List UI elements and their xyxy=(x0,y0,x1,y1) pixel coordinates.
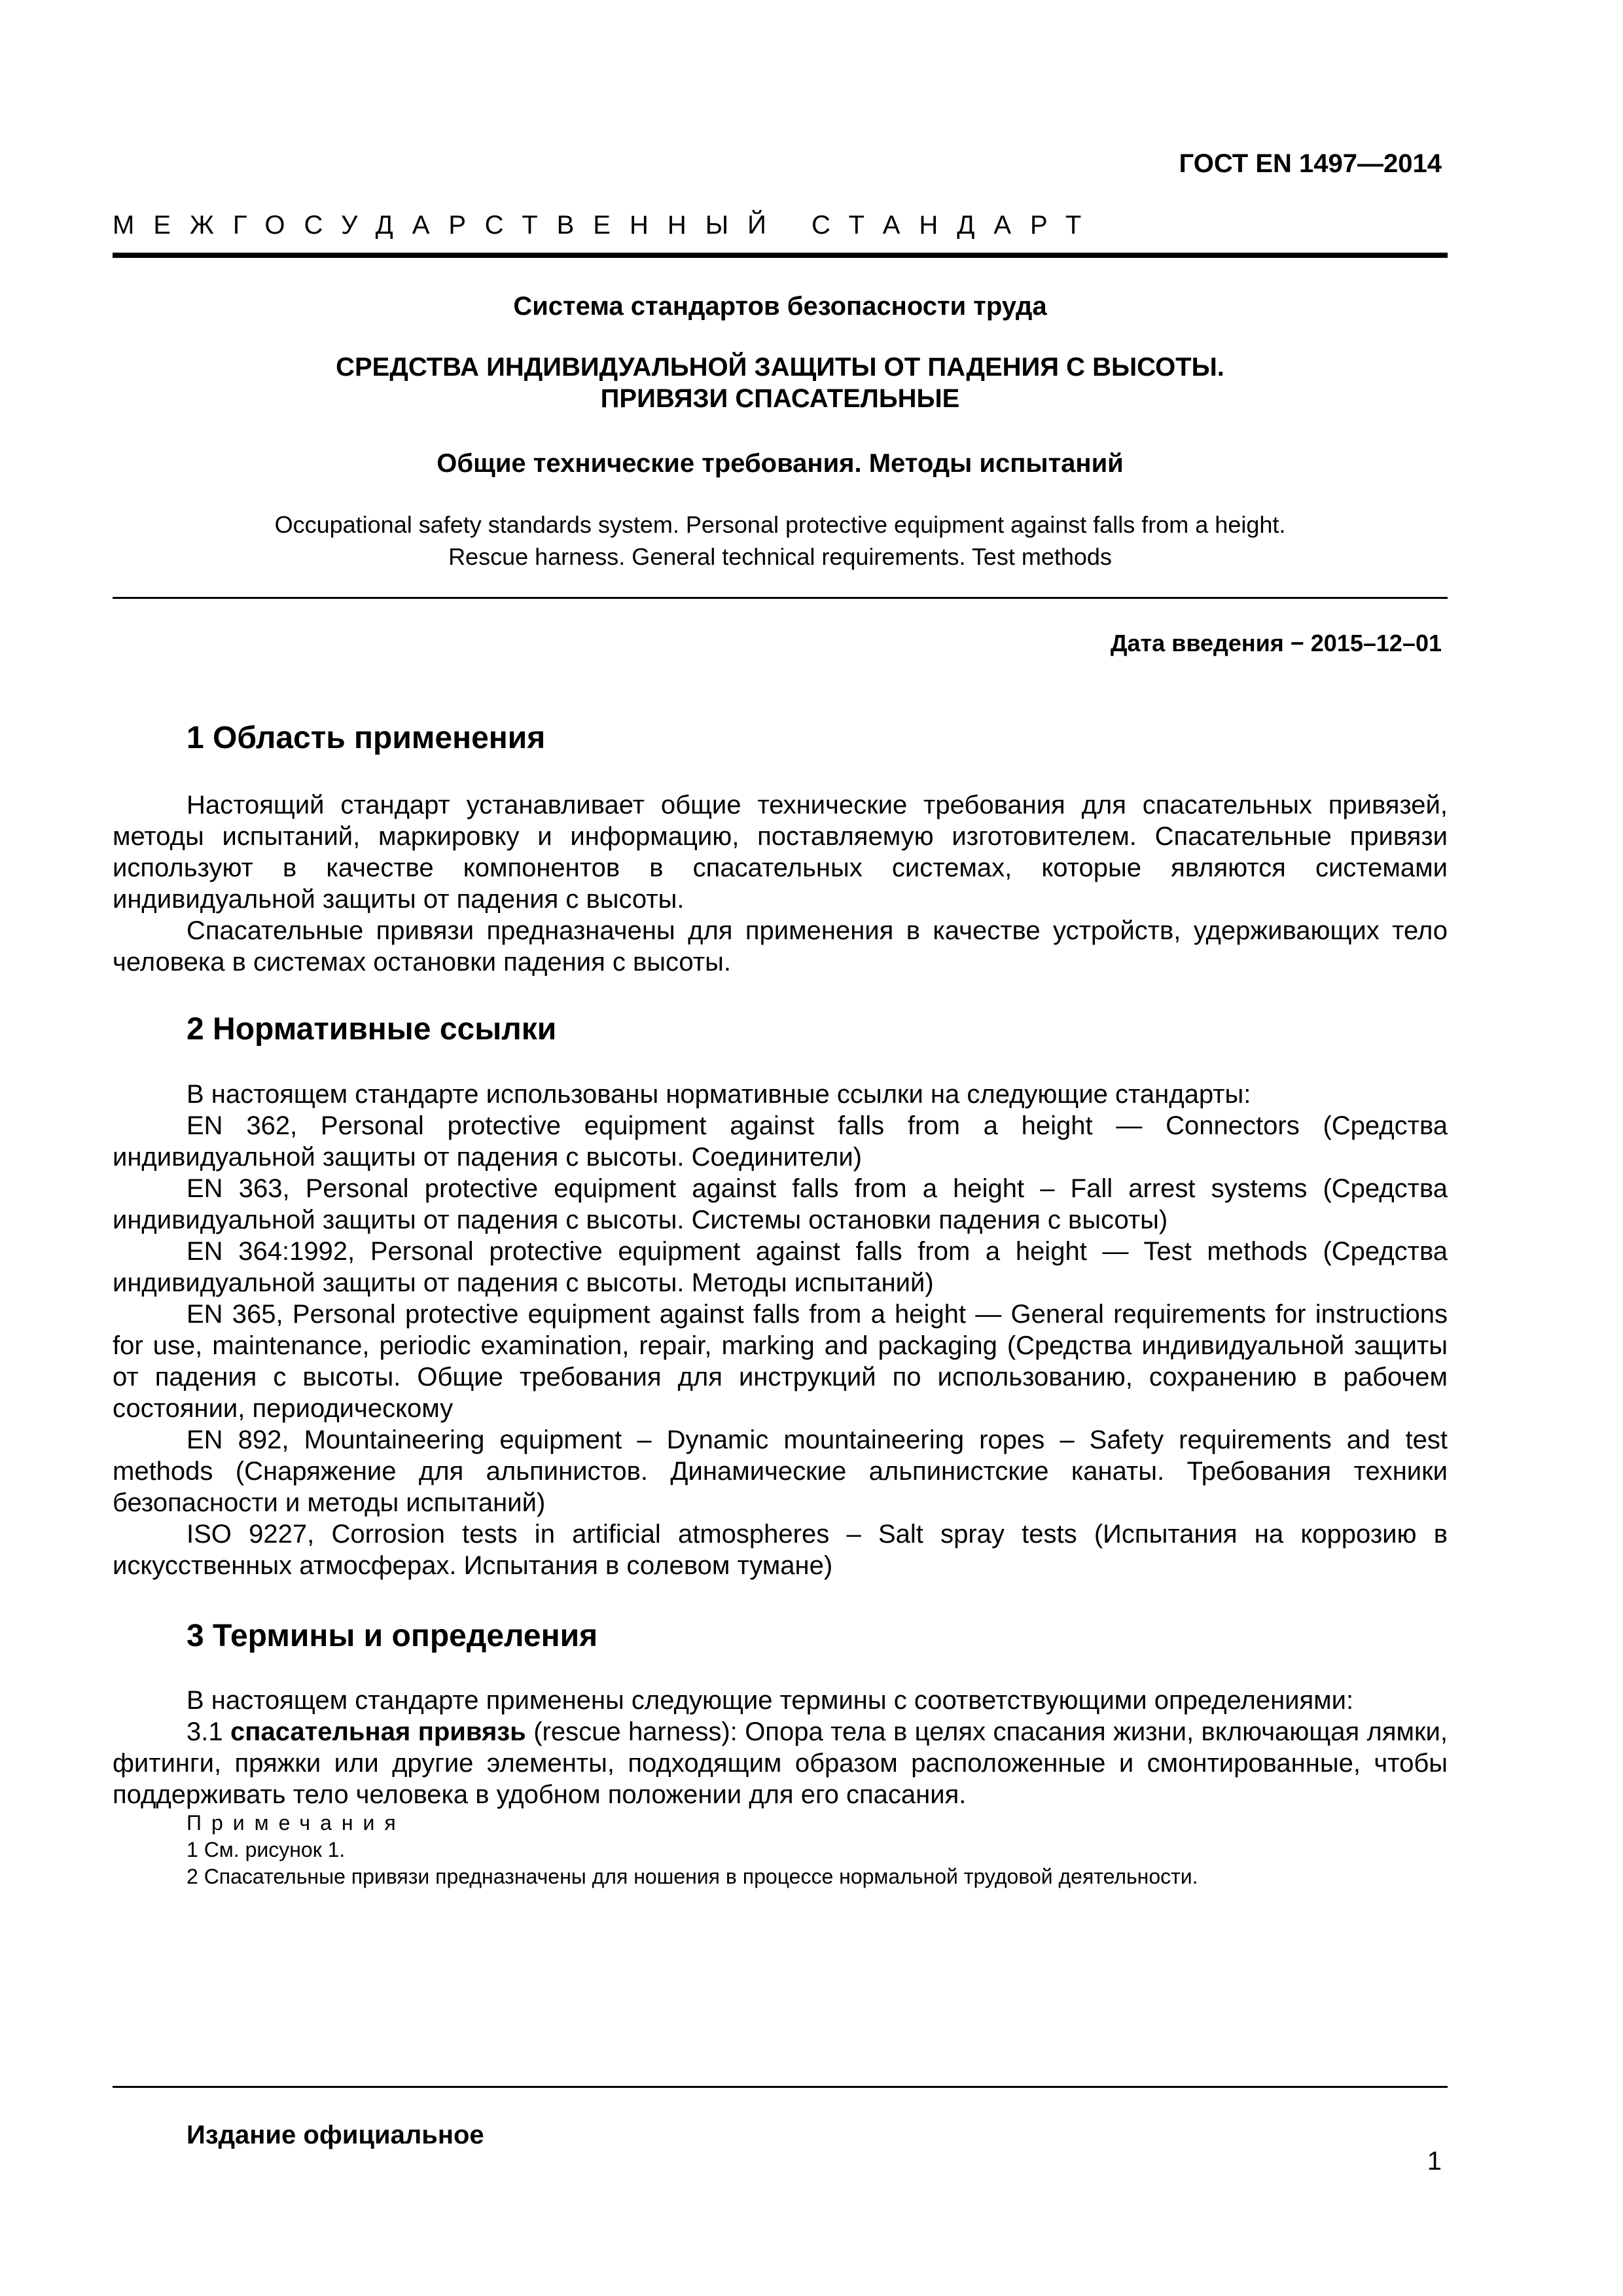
paragraph: В настоящем стандарте применены следующие термины с соответствующими определениями: xyxy=(187,1686,1354,1715)
term-definition-text: (rescue harness): Опора тела в целях спасания жизни, включающая лямки, фитинги, пряжки или другие элементы, подходящим образом расположенные и смонтированные, чтобы поддерживать тело человека в удобном положении для его спасания. xyxy=(113,1717,1448,1809)
footer-rule xyxy=(113,2086,1448,2088)
document-code: ГОСТ EN 1497—2014 xyxy=(1179,149,1442,178)
page-number: 1 xyxy=(1427,2147,1442,2176)
section-2-body xyxy=(113,1079,1448,1581)
note-item: 1 См. рисунок 1. xyxy=(187,1838,346,1861)
title-line-2: ПРИВЯЗИ СПАСАТЕЛЬНЫЕ xyxy=(600,384,960,413)
section-1-body xyxy=(113,789,1448,978)
notes xyxy=(187,1810,1198,1890)
paragraph: Настоящий стандарт устанавливает общие технические требования для спасательных привязей, методы испытаний, маркировку и информацию, поставляемую изготовителем. Спасательные привязи используют в качестве компонентов в спасательных системах, которые являются системами индивидуальной защиты от падения с высоты. xyxy=(113,791,1448,914)
section-3-body xyxy=(113,1685,1448,1810)
paragraph: В настоящем стандарте использованы нормативные ссылки на следующие стандарты: xyxy=(187,1080,1251,1109)
english-title-line-1: Occupational safety standards system. Personal protective equipment against falls from a height. xyxy=(274,511,1286,538)
edition-label: Издание официальное xyxy=(187,2121,484,2149)
standard-type-banner: МЕЖГОСУДАРСТВЕННЫЙ СТАНДАРТ xyxy=(113,211,1101,240)
title-rule xyxy=(113,597,1448,599)
standards-series: Система стандартов безопасности труда xyxy=(513,292,1047,321)
date-label: Дата введения xyxy=(1110,630,1284,656)
reference-item: ISO 9227, Corrosion tests in artificial atmospheres – Salt spray tests (Испытания на коррозию в искусственных атмосферах. Испытания в солевом тумане) xyxy=(113,1520,1448,1580)
paragraph: Спасательные привязи предназначены для применения в качестве устройств, удерживающих тело человека в системах остановки падения с высоты. xyxy=(113,916,1448,977)
reference-item: EN 365, Personal protective equipment against falls from a height — General requirements for instructions for use, maintenance, periodic examination, repair, marking and packaging (Средства индивидуальной защиты от падения с высоты. Общие требования для инструкций по использованию, сохранению в рабочем состоянии, периодическому xyxy=(113,1300,1448,1423)
notes-title: Примечания xyxy=(187,1811,406,1835)
reference-item: EN 363, Personal protective equipment against falls from a height – Fall arrest systems (Средства индивидуальной защиты от падения с высоты. Системы остановки падения с высоты) xyxy=(113,1174,1448,1234)
date-value: − 2015–12–01 xyxy=(1290,630,1442,656)
reference-item: EN 362, Personal protective equipment against falls from a height — Connectors (Средства индивидуальной защиты от падения с высоты. Соединители) xyxy=(113,1111,1448,1172)
note-item: 2 Спасательные привязи предназначены для ношения в процессе нормальной трудовой деятельности. xyxy=(187,1865,1198,1888)
english-title xyxy=(113,509,1448,573)
header-rule xyxy=(113,253,1448,258)
reference-item: EN 892, Mountaineering equipment – Dynamic mountaineering ropes – Safety requirements and test methods (Снаряжение для альпинистов. Динамические альпинистские канаты. Требования техники безопасности и методы испытаний) xyxy=(113,1426,1448,1517)
term: спасательная привязь xyxy=(230,1717,526,1746)
term-definition xyxy=(113,1716,1448,1810)
document-title xyxy=(113,351,1448,414)
section-1-heading: 1 Область применения xyxy=(187,721,546,755)
section-3-heading: 3 Термины и определения xyxy=(187,1619,598,1653)
introduction-date xyxy=(1111,630,1442,657)
document-subtitle: Общие технические требования. Методы испытаний xyxy=(437,449,1124,478)
term-number: 3.1 xyxy=(187,1717,223,1746)
title-line-1: СРЕДСТВА ИНДИВИДУАЛЬНОЙ ЗАЩИТЫ ОТ ПАДЕНИЯ С ВЫСОТЫ. xyxy=(336,353,1224,382)
english-title-line-2: Rescue harness. General technical requirements. Test methods xyxy=(448,543,1112,570)
reference-item: EN 364:1992, Personal protective equipment against falls from a height — Test methods (Средства индивидуальной защиты от падения с высоты. Методы испытаний) xyxy=(113,1237,1448,1297)
section-2-heading: 2 Нормативные ссылки xyxy=(187,1012,557,1047)
